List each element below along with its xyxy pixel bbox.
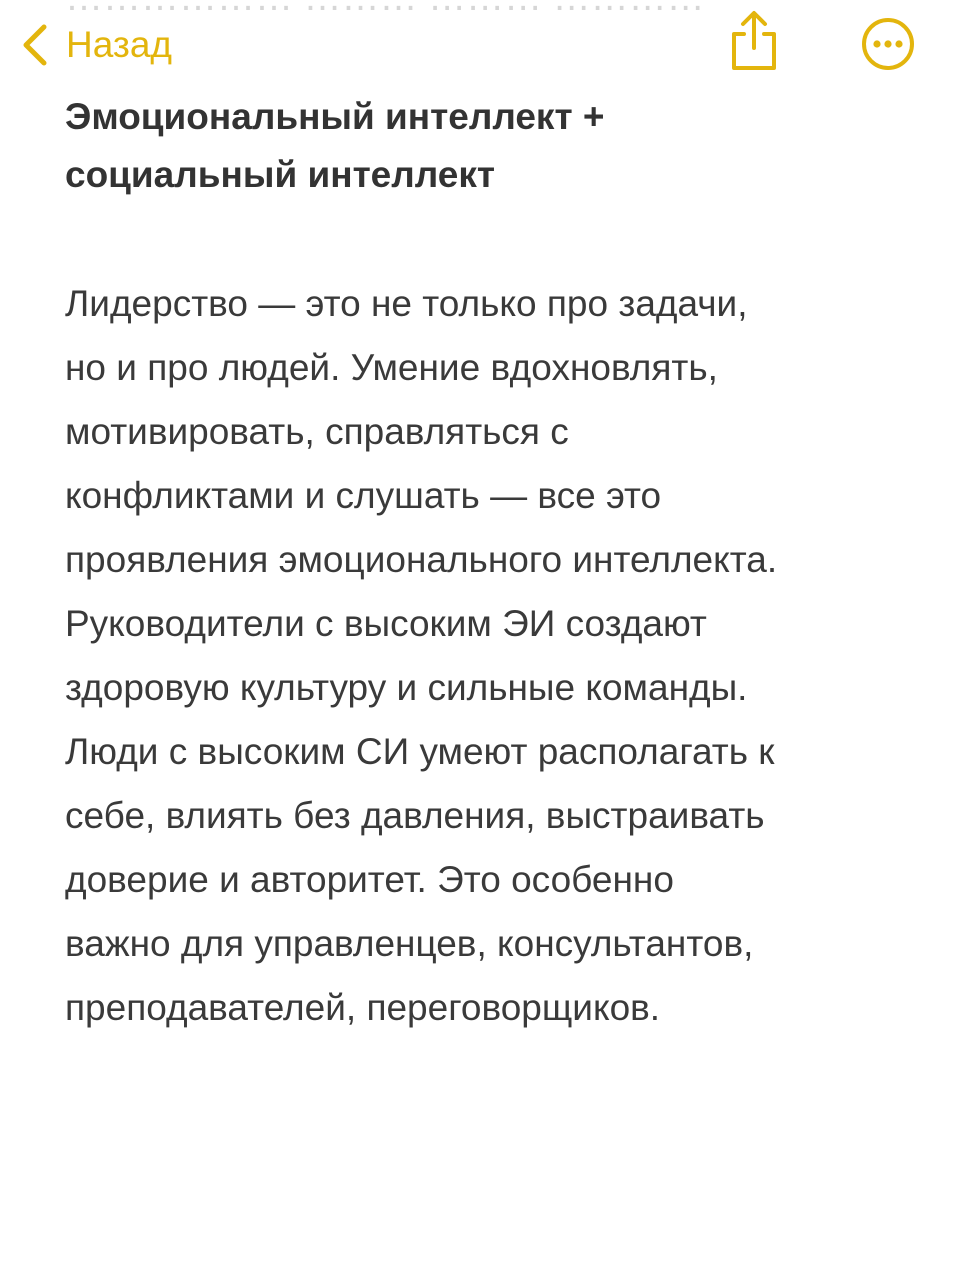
more-button[interactable] xyxy=(860,16,916,72)
back-label: Назад xyxy=(66,24,173,65)
share-icon xyxy=(726,10,782,72)
back-button[interactable] xyxy=(18,18,172,72)
note-body: Лидерство — это не только про задачи, но и про людей. Умение вдохновлять, мотивировать, справляться с конфликтами и слушать — все это проявления эмоционального интеллекта. Руководители с высоким ЭИ создают здоровую культуру и сильные команды. Люди с высоким СИ умеют располагать к себе, влиять без давления, выстраивать доверие и авторитет. Это особенно важно для управленцев, консультантов, преподавателей, переговорщиков. xyxy=(65,283,778,1028)
chevron-left-icon xyxy=(18,21,52,69)
share-button[interactable] xyxy=(726,10,782,72)
note-content[interactable] xyxy=(65,88,925,1040)
more-ellipsis-icon xyxy=(860,16,916,72)
note-title: Эмоциональный интеллект + социальный интеллект xyxy=(65,96,605,195)
navigation-bar xyxy=(0,0,959,90)
